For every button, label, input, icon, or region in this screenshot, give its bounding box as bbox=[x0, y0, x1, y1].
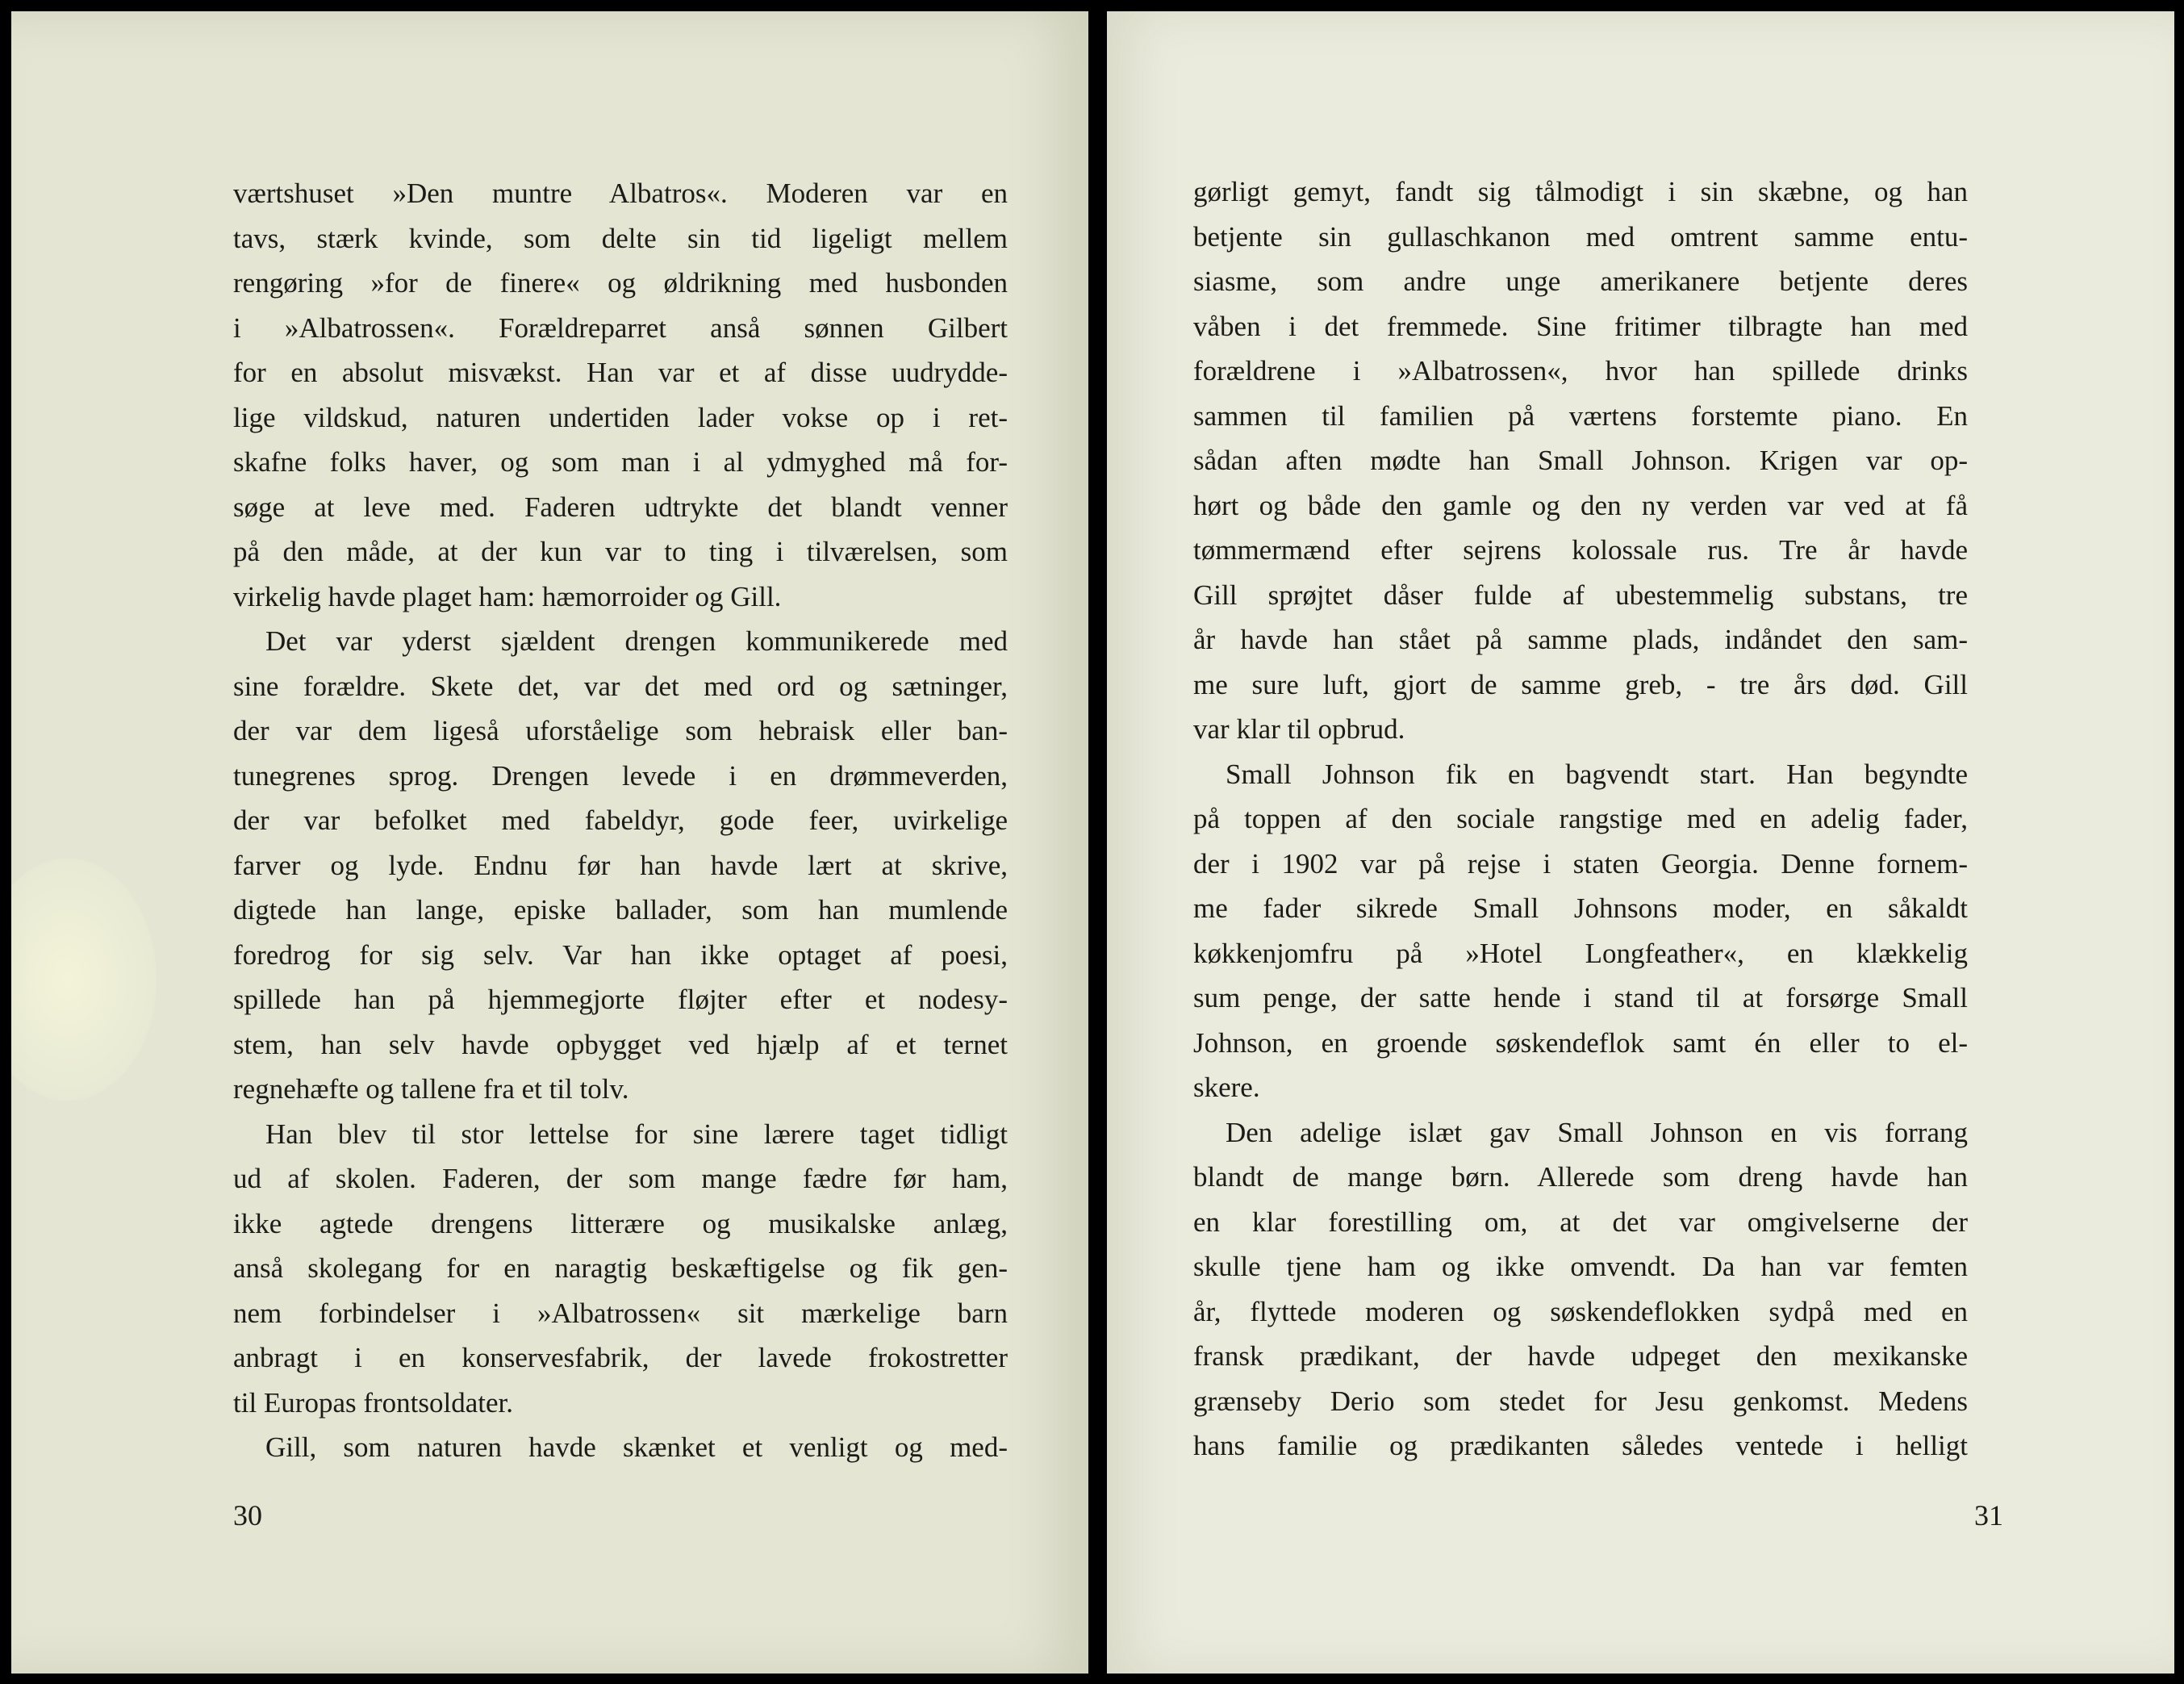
text-line: blandt de mange børn. Allerede som dreng havde han bbox=[1193, 1161, 1968, 1193]
text-line: Johnson, en groende søskendeflok samt én eller to el- bbox=[1193, 1026, 1968, 1059]
text-line: våben i det fremmede. Sine fritimer tilbragte han med bbox=[1193, 310, 1968, 342]
text-line: forældrene i »Albatrossen«, hvor han spillede drinks bbox=[1193, 355, 1968, 387]
page-number: 30 bbox=[233, 1499, 262, 1531]
text-line: til Europas frontsoldater. bbox=[233, 1386, 514, 1419]
page-light-spot bbox=[11, 859, 157, 1101]
text-line: foredrog for sig selv. Var han ikke optaget af poesi, bbox=[233, 938, 1008, 971]
page-number: 31 bbox=[1974, 1499, 2003, 1531]
text-line: anså skolegang for en naragtig beskæftigelse og fik gen- bbox=[233, 1252, 1008, 1284]
right-page bbox=[1107, 11, 2174, 1674]
text-line: fransk prædikant, der havde udpeget den mexikanske bbox=[1193, 1340, 1968, 1372]
text-line: Den adelige islæt gav Small Johnson en vis forrang bbox=[1226, 1116, 1968, 1148]
text-line: på den måde, at der kun var to ting i tilværelsen, som bbox=[233, 536, 1008, 567]
text-line: me fader sikrede Small Johnsons moder, en såkaldt bbox=[1193, 892, 1968, 924]
text-line: anbragt i en konservesfabrik, der lavede frokostretter bbox=[233, 1342, 1008, 1373]
text-line: Han blev til stor lettelse for sine lærere taget tidligt bbox=[265, 1118, 1008, 1150]
text-line: på toppen af den sociale rangstige med en adelig fader, bbox=[1193, 803, 1968, 834]
text-line: skere. bbox=[1193, 1072, 1260, 1103]
text-line: år havde han stået på samme plads, indåndet den sam- bbox=[1193, 624, 1968, 655]
text-line: skulle tjene ham og ikke omvendt. Da han var femten bbox=[1193, 1251, 1968, 1282]
text-line: en klar forestilling om, at det var omgivelserne der bbox=[1193, 1206, 1968, 1238]
text-line: sine forældre. Skete det, var det med ord og sætninger, bbox=[233, 670, 1008, 702]
text-line: ud af skolen. Faderen, der som mange fædre før ham, bbox=[233, 1163, 1008, 1194]
left-page-text bbox=[233, 171, 1008, 1470]
text-line: spillede han på hjemmegjorte fløjter efter et nodesy- bbox=[233, 984, 1008, 1015]
text-line: siasme, som andre unge amerikanere betjente deres bbox=[1193, 265, 1968, 297]
text-line: for en absolut misvækst. Han var et af disse uudrydde- bbox=[233, 357, 1008, 388]
text-line: nem forbindelser i »Albatrossen« sit mærkelige barn bbox=[233, 1297, 1008, 1329]
text-line: der var befolket med fabeldyr, gode feer, uvirkelige bbox=[233, 804, 1008, 836]
text-line: virkelig havde plaget ham: hæmorroider og Gill. bbox=[233, 580, 782, 612]
text-line: søge at leve med. Faderen udtrykte det blandt venner bbox=[233, 491, 1008, 523]
text-line: hans familie og prædikanten således ventede i helligt bbox=[1193, 1430, 1968, 1461]
text-line: skafne folks haver, og som man i al ydmyghed må for- bbox=[233, 446, 1008, 478]
text-line: stem, han selv havde opbygget ved hjælp af et ternet bbox=[233, 1028, 1008, 1060]
text-line: betjente sin gullaschkanon med omtrent samme entu- bbox=[1193, 220, 1968, 253]
text-line: tunegrenes sprog. Drengen levede i en drømmeverden, bbox=[233, 759, 1008, 792]
text-line: farver og lyde. Endnu før han havde lært at skrive, bbox=[233, 849, 1008, 881]
text-line: grænseby Derio som stedet for Jesu genkomst. Medens bbox=[1193, 1385, 1968, 1417]
text-line: hørt og både den gamle og den ny verden var ved at få bbox=[1193, 489, 1968, 521]
text-line: i »Albatrossen«. Forældreparret anså sønnen Gilbert bbox=[233, 311, 1008, 344]
text-line: Gill, som naturen havde skænket et venligt og med- bbox=[265, 1431, 1008, 1463]
text-line: sammen til familien på værtens forstemte piano. En bbox=[1193, 399, 1968, 432]
text-line: lige vildskud, naturen undertiden lader vokse op i ret- bbox=[233, 401, 1008, 433]
text-line: tavs, stærk kvinde, som delte sin tid ligeligt mellem bbox=[233, 222, 1008, 254]
text-line: Gill sprøjtet dåser fulde af ubestemmelig substans, tre bbox=[1193, 579, 1968, 611]
text-line: der var dem ligeså uforståelige som hebraisk eller ban- bbox=[233, 715, 1008, 746]
left-page bbox=[11, 11, 1088, 1674]
text-line: tømmermænd efter sejrens kolossale rus. Tre år havde bbox=[1193, 534, 1968, 566]
text-line: køkkenjomfru på »Hotel Longfeather«, en klækkelig bbox=[1193, 937, 1968, 969]
text-line: rengøring »for de finere« og øldrikning med husbonden bbox=[233, 267, 1008, 299]
text-line: sum penge, der satte hende i stand til at forsørge Small bbox=[1193, 982, 1968, 1013]
text-line: sådan aften mødte han Small Johnson. Krigen var op- bbox=[1193, 445, 1968, 476]
text-line: me sure luft, gjort de samme greb, - tre års død. Gill bbox=[1193, 668, 1968, 700]
text-line: regnehæfte og tallene fra et til tolv. bbox=[233, 1073, 629, 1105]
text-line: Small Johnson fik en bagvendt start. Han begyndte bbox=[1226, 758, 1968, 790]
text-line: værtshuset »Den muntre Albatros«. Moderen var en bbox=[233, 178, 1008, 209]
text-line: der i 1902 var på rejse i staten Georgia. Denne fornem- bbox=[1193, 847, 1968, 880]
right-page-text bbox=[1193, 169, 1968, 1469]
text-line: digtede han lange, episke ballader, som han mumlende bbox=[233, 894, 1008, 926]
text-line: Det var yderst sjældent drengen kommunikerede med bbox=[265, 625, 1008, 657]
text-line: gørligt gemyt, fandt sig tålmodigt i sin skæbne, og han bbox=[1193, 176, 1968, 207]
text-line: år, flyttede moderen og søskendeflokken sydpå med en bbox=[1193, 1295, 1968, 1327]
text-line: ikke agtede drengens litterære og musikalske anlæg, bbox=[233, 1207, 1008, 1239]
text-line: var klar til opbrud. bbox=[1193, 713, 1405, 745]
